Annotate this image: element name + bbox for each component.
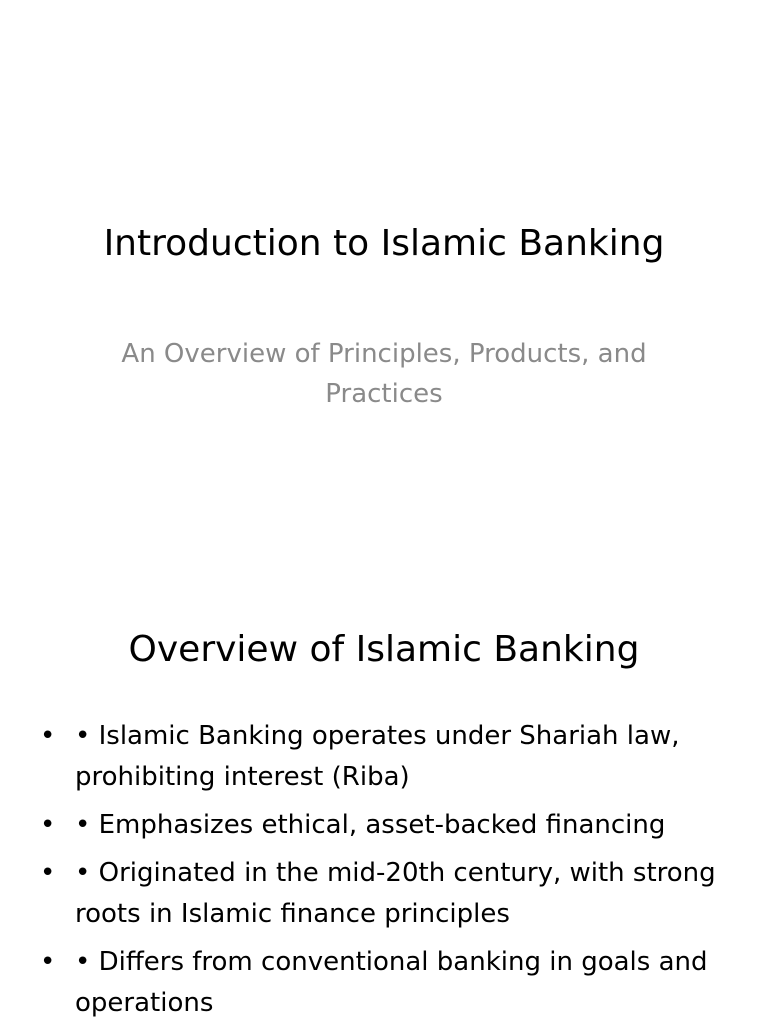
overview-slide — [0, 576, 768, 1024]
bullet-dot-icon: • — [40, 721, 56, 751]
bullet-item — [40, 805, 728, 846]
bullet-dot-icon: • — [40, 810, 56, 840]
bullet-list — [40, 716, 728, 1031]
bullet-text: • Islamic Banking operates under Shariah law, prohibiting interest (Riba) — [75, 721, 680, 792]
bullet-text: • Originated in the mid-20th century, with strong roots in Islamic finance principles — [75, 858, 716, 929]
slide-subtitle: An Overview of Principles, Products, and Practices — [121, 339, 647, 409]
bullet-text: • Emphasizes ethical, asset-backed financing — [75, 810, 666, 840]
bullet-item — [40, 716, 728, 798]
slide-title: Overview of Islamic Banking — [128, 629, 640, 670]
bullet-dot-icon: • — [40, 947, 56, 977]
bullet-text: • Differs from conventional banking in goals and operations — [75, 947, 708, 1018]
bullet-item — [40, 853, 728, 935]
bullet-dot-icon: • — [40, 858, 56, 888]
slide-title: Introduction to Islamic Banking — [103, 223, 665, 264]
bullet-item — [40, 942, 728, 1024]
